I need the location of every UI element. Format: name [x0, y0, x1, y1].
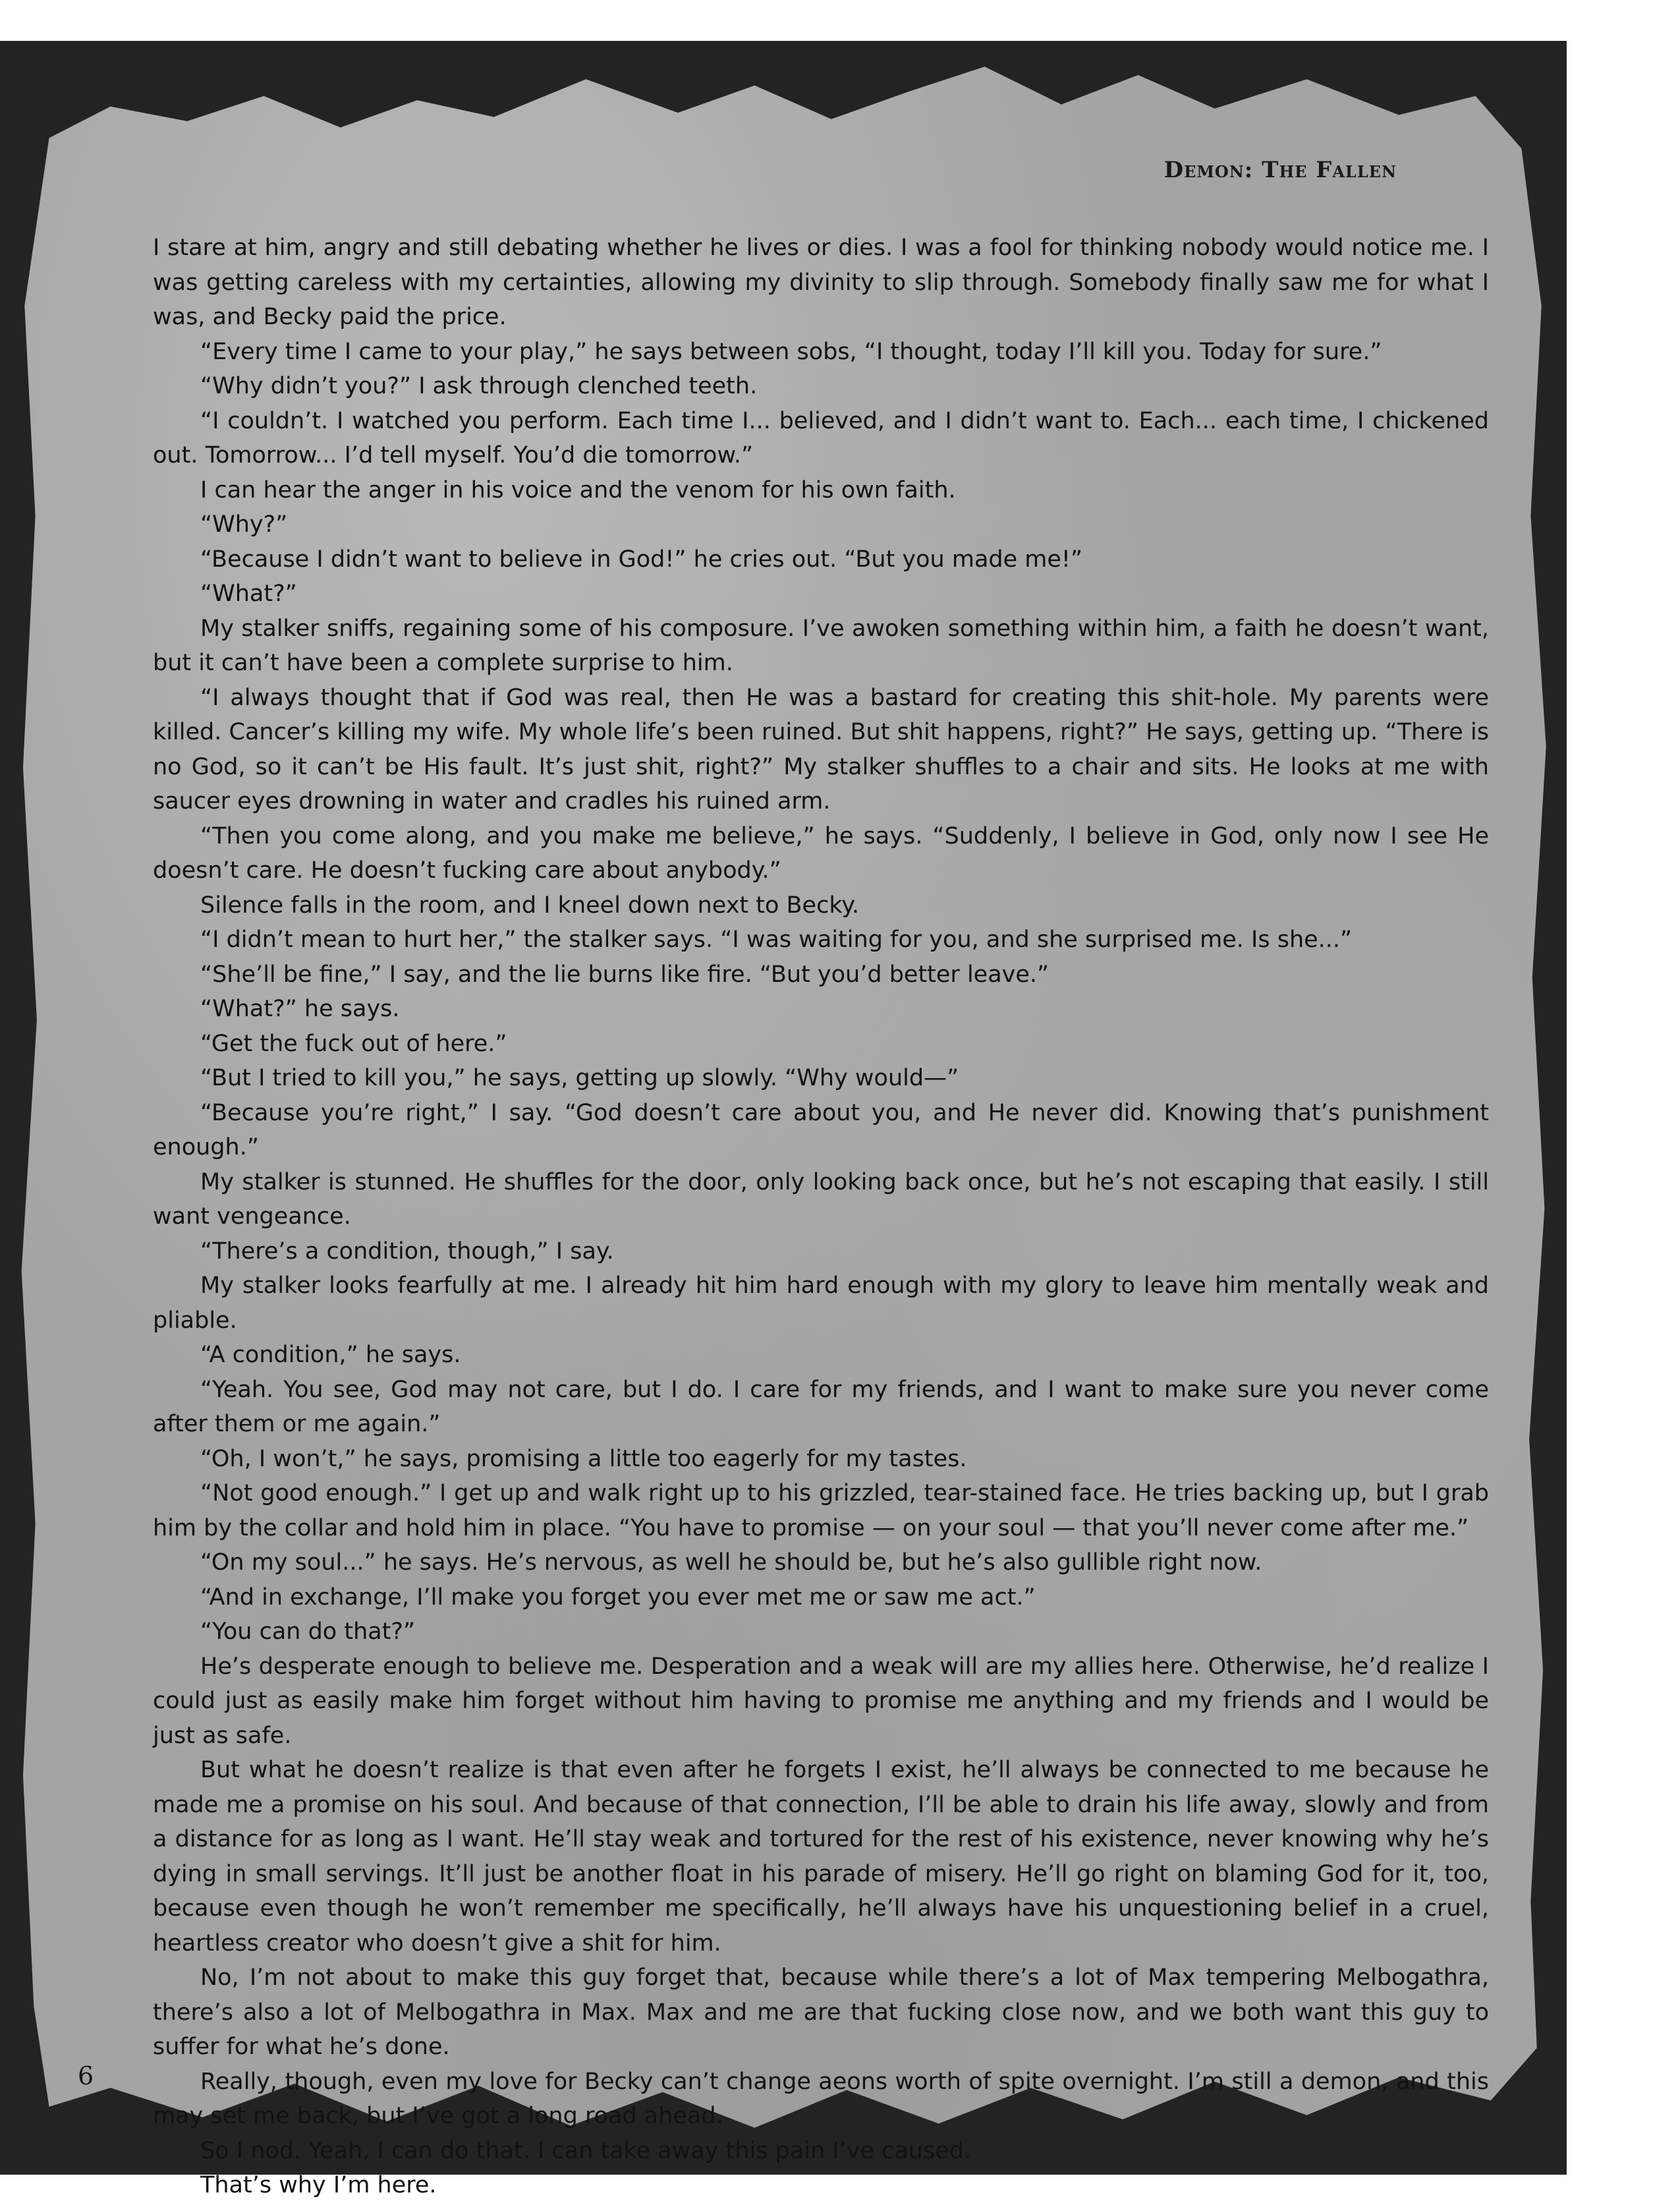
paragraph: “I couldn’t. I watched you perform. Each time I... believed, and I didn’t want to. Each... each time, I chickened out. Tomorrow... I’d tell myself. You’d die tomorrow.” [153, 407, 1489, 469]
paragraph: “Why?” [200, 511, 288, 538]
paragraph: I stare at him, angry and still debating whether he lives or dies. I was a fool for thinking nobody would notice me. I was getting careless with my certainties, allowing my divinity to slip through. Somebody finally saw me for what I was, and Becky paid the price. [153, 235, 1489, 330]
paragraph: I can hear the anger in his voice and the venom for his own faith. [200, 476, 956, 503]
paragraph: My stalker is stunned. He shuffles for the door, only looking back once, but he’s not escaping that easily. I still want vengeance. [153, 1168, 1489, 1230]
paragraph: That’s why I’m here. [200, 2172, 437, 2198]
paragraph: “What?” [200, 581, 297, 607]
paragraph: “Get the fuck out of here.” [200, 1030, 507, 1057]
paragraph: “I didn’t mean to hurt her,” the stalker says. “I was waiting for you, and she surprised me. Is she...” [200, 927, 1353, 953]
paragraph: Silence falls in the room, and I kneel down next to Becky. [200, 892, 860, 919]
paragraph: “On my soul...” he says. He’s nervous, as well he should be, but he’s also gullible right now. [200, 1549, 1262, 1576]
body-text [153, 231, 1489, 2203]
paragraph: So I nod. Yeah, I can do that. I can take away this pain I’ve caused. [200, 2137, 972, 2164]
paragraph: “Oh, I won’t,” he says, promising a little too eagerly for my tastes. [200, 1445, 967, 1472]
paragraph: “Not good enough.” I get up and walk right up to his grizzled, tear-stained face. He tries backing up, but I grab him by the collar and hold him in place. “You have to promise — on your soul — that you’ll never come after me.” [153, 1480, 1489, 1541]
paragraph: “What?” he says. [200, 996, 400, 1022]
paragraph: “There’s a condition, though,” I say. [200, 1238, 614, 1265]
paragraph: “Because I didn’t want to believe in God!” he cries out. “But you made me!” [200, 546, 1083, 573]
paragraph: My stalker looks fearfully at me. I already hit him hard enough with my glory to leave him mentally weak and pliable. [153, 1273, 1489, 1334]
running-header: Demon: The Fallen [1163, 157, 1397, 183]
paragraph: “Yeah. You see, God may not care, but I do. I care for my friends, and I want to make sure you never come after them or me again.” [153, 1376, 1489, 1437]
paragraph: “You can do that?” [200, 1618, 416, 1645]
paragraph: “But I tried to kill you,” he says, getting up slowly. “Why would—” [200, 1065, 959, 1091]
paragraph: Really, though, even my love for Becky can’t change aeons worth of spite overnight. I’m still a demon, and this may set me back, but I’ve got a long road ahead. [153, 2068, 1489, 2129]
paragraph: “She’ll be fine,” I say, and the lie burns like fire. “But you’d better leave.” [200, 961, 1050, 988]
paragraph: My stalker sniffs, regaining some of his composure. I’ve awoken something within him, a faith he doesn’t want, but it can’t have been a complete surprise to him. [153, 615, 1489, 676]
paragraph: He’s desperate enough to believe me. Desperation and a weak will are my allies here. Otherwise, he’d realize I could just as easily make him forget without him having to promise me anything and my friends and I would be just as safe. [153, 1653, 1489, 1749]
paragraph: No, I’m not about to make this guy forget that, because while there’s a lot of Max tempering Melbogathra, there’s also a lot of Melbogathra in Max. Max and me are that fucking close now, and we both want this guy to suffer for what he’s done. [153, 1964, 1489, 2060]
page-number: 6 [78, 2061, 94, 2090]
paragraph: “Because you’re right,” I say. “God doesn’t care about you, and He never did. Knowing that’s punishment enough.” [153, 1099, 1489, 1160]
paragraph: But what he doesn’t realize is that even after he forgets I exist, he’ll always be connected to me because he made me a promise on his soul. And because of that connection, I’ll be able to drain his life away, slowly and from a distance for as long as I want. He’ll stay weak and tortured for the rest of his existence, never knowing why he’s dying in small servings. It’ll just be another float in his parade of misery. He’ll go right on blaming God for it, too, because even though he won’t remember me specifically, he’ll always have his unquestioning belief in a cruel, heartless creator who doesn’t give a shit for him. [153, 1757, 1489, 1957]
paragraph: “Then you come along, and you make me believe,” he says. “Suddenly, I believe in God, only now I see He doesn’t care. He doesn’t fucking care about anybody.” [153, 822, 1489, 884]
paragraph: “Why didn’t you?” I ask through clenched teeth. [200, 373, 758, 399]
paragraph: “And in exchange, I’ll make you forget you ever met me or saw me act.” [200, 1584, 1036, 1611]
paragraph: “I always thought that if God was real, then He was a bastard for creating this shit-hole. My parents were killed. Cancer’s killing my wife. My whole life’s been ruined. But shit happens, right?” He says, getting up. “There is no God, so it can’t be His fault. It’s just shit, right?” My stalker shuffles to a chair and sits. He looks at me with saucer eyes drowning in water and cradles his ruined arm. [153, 684, 1489, 815]
paragraph: “Every time I came to your play,” he says between sobs, “I thought, today I’ll kill you. Today for sure.” [200, 338, 1382, 365]
paragraph: “A condition,” he says. [200, 1342, 461, 1368]
